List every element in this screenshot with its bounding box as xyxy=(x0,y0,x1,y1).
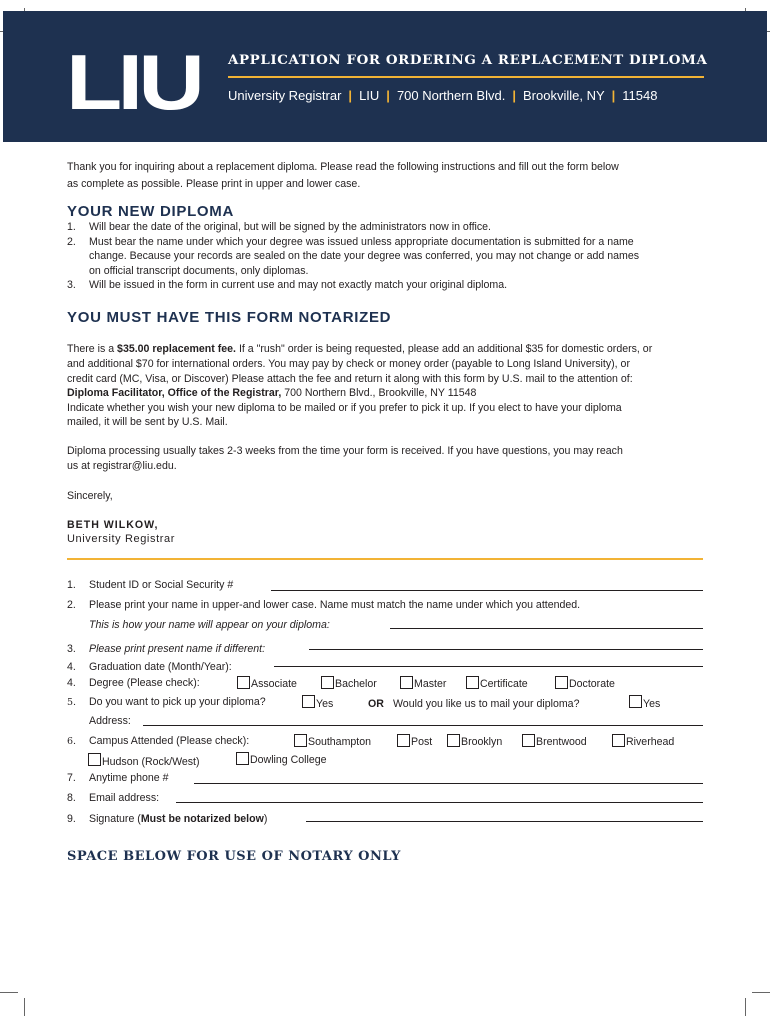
header-address: University Registrar | LIU | 700 Northern Blvd. | Brookville, NY | 11548 xyxy=(228,88,658,103)
intro-line-2: as complete as possible. Please print in upper and lower case. xyxy=(67,178,361,190)
attention-line: Diploma Facilitator, Office of the Registrar, 700 Northern Blvd., Brookville, NY 11548 xyxy=(67,387,477,399)
fee-paragraph-line-6: mailed, it will be sent by U.S. Mail. xyxy=(67,416,228,428)
crop-mark xyxy=(745,998,746,1016)
graduation-date-field[interactable] xyxy=(274,666,703,667)
intro-line-1: Thank you for inquiring about a replacement diploma. Please read the following instructions and fill out the form below xyxy=(67,161,619,173)
diploma-name-label: This is how your name will appear on your diploma: xyxy=(89,619,330,631)
notary-heading: SPACE BELOW FOR USE OF NOTARY ONLY xyxy=(67,849,401,864)
signer-title: University Registrar xyxy=(67,533,175,545)
degree-bachelor-checkbox[interactable] xyxy=(321,676,334,689)
list-item: 1. Will bear the date of the original, but will be signed by the administrators now in office. xyxy=(67,221,491,233)
degree-master-checkbox[interactable] xyxy=(400,676,413,689)
processing-line-1: Diploma processing usually takes 2-3 weeks from the time your form is received. If you have questions, you may reach xyxy=(67,445,623,457)
campus-brooklyn-label: Brooklyn xyxy=(461,736,503,748)
address-label: Address: xyxy=(89,715,131,727)
header-city: Brookville, NY xyxy=(522,88,605,103)
campus-label: Campus Attended (Please check): xyxy=(89,735,250,747)
signature-label: Signature (Must be notarized below) xyxy=(89,813,268,825)
liu-logo: LIU xyxy=(66,38,201,126)
campus-riverhead-checkbox[interactable] xyxy=(612,734,625,747)
list-item: 2. Must bear the name under which your degree was issued unless appropriate documentation is submitted for a name change. Because your records are sealed on the date your degree was conferred, you may not change or add names on official transcript documents, only diplomas. xyxy=(67,235,640,277)
degree-master-label: Master xyxy=(414,678,447,690)
header-zip: 11548 xyxy=(622,88,658,103)
campus-dowling-label: Dowling College xyxy=(250,754,327,766)
header-rule xyxy=(228,76,704,78)
campus-hudson-label: Hudson (Rock/West) xyxy=(102,756,200,768)
section-heading-notarized: YOU MUST HAVE THIS FORM NOTARIZED xyxy=(67,309,392,326)
campus-southampton-checkbox[interactable] xyxy=(294,734,307,747)
address-field[interactable] xyxy=(143,725,703,726)
section-heading-new-diploma: YOUR NEW DIPLOMA xyxy=(67,203,235,220)
degree-associate-checkbox[interactable] xyxy=(237,676,250,689)
crop-mark xyxy=(752,992,770,993)
degree-label: Degree (Please check): xyxy=(89,677,200,689)
divider xyxy=(67,558,703,560)
page-title: APPLICATION FOR ORDERING A REPLACEMENT DIPLOMA xyxy=(228,52,708,68)
degree-certificate-checkbox[interactable] xyxy=(466,676,479,689)
crop-mark xyxy=(0,992,18,993)
pickup-yes-checkbox[interactable] xyxy=(302,695,315,708)
mail-label: Would you like us to mail your diploma? xyxy=(393,698,580,710)
new-diploma-list xyxy=(67,220,707,293)
campus-southampton-label: Southampton xyxy=(308,736,372,748)
present-name-field[interactable] xyxy=(309,649,703,650)
present-name-label: Please print present name if different: xyxy=(89,643,266,655)
campus-hudson-checkbox[interactable] xyxy=(88,753,101,766)
name-instructions-label: Please print your name in upper-and lower case. Name must match the name under which you attended. xyxy=(89,599,581,611)
degree-doctorate-label: Doctorate xyxy=(569,678,615,690)
list-item: 3. Will be issued in the form in current use and may not exactly match your original diploma. xyxy=(67,279,508,292)
fee-paragraph-line-2: and additional $70 for international orders. You may pay by check or money order (payable to Long Island University), or xyxy=(67,358,630,370)
crop-mark xyxy=(24,998,25,1016)
signature-field[interactable] xyxy=(306,821,703,822)
campus-brentwood-label: Brentwood xyxy=(536,736,587,748)
campus-dowling-checkbox[interactable] xyxy=(236,752,249,765)
header-org: LIU xyxy=(359,88,380,103)
campus-post-checkbox[interactable] xyxy=(397,734,410,747)
campus-brentwood-checkbox[interactable] xyxy=(522,734,535,747)
campus-brooklyn-checkbox[interactable] xyxy=(447,734,460,747)
diploma-name-field[interactable] xyxy=(390,628,703,629)
closing: Sincerely, xyxy=(67,490,113,502)
mail-yes-label: Yes xyxy=(643,698,661,710)
student-id-label: Student ID or Social Security # xyxy=(89,579,234,591)
mail-yes-checkbox[interactable] xyxy=(629,695,642,708)
degree-associate-label: Associate xyxy=(251,678,297,690)
header-street: 700 Northern Blvd. xyxy=(396,88,506,103)
degree-bachelor-label: Bachelor xyxy=(335,678,377,690)
fee-paragraph-line-1: There is a $35.00 replacement fee. If a "rush" order is being requested, please add an additional $35 for domestic orders, or xyxy=(67,343,653,355)
student-id-field[interactable] xyxy=(271,590,703,591)
campus-post-label: Post xyxy=(411,736,433,748)
processing-line-2: us at registrar@liu.edu. xyxy=(67,460,177,472)
or-label: OR xyxy=(368,698,384,710)
email-label: Email address: xyxy=(89,792,160,804)
fee-paragraph-line-3: credit card (MC, Visa, or Discover) Please attach the fee and return it along with this form by U.S. mail to the attention of: xyxy=(67,373,633,385)
fee-paragraph-line-5: Indicate whether you wish your new diploma to be mailed or if you prefer to pick it up. If you elect to have your diploma xyxy=(67,402,622,414)
degree-doctorate-checkbox[interactable] xyxy=(555,676,568,689)
email-field[interactable] xyxy=(176,802,703,803)
header-dept: University Registrar xyxy=(228,88,342,103)
phone-field[interactable] xyxy=(194,783,703,784)
phone-label: Anytime phone # xyxy=(89,772,169,784)
graduation-date-label: Graduation date (Month/Year): xyxy=(89,661,232,673)
campus-riverhead-label: Riverhead xyxy=(626,736,675,748)
pickup-yes-label: Yes xyxy=(316,698,334,710)
signer-name: BETH WILKOW, xyxy=(67,519,159,531)
pickup-label: Do you want to pick up your diploma? xyxy=(89,696,266,708)
degree-certificate-label: Certificate xyxy=(480,678,528,690)
